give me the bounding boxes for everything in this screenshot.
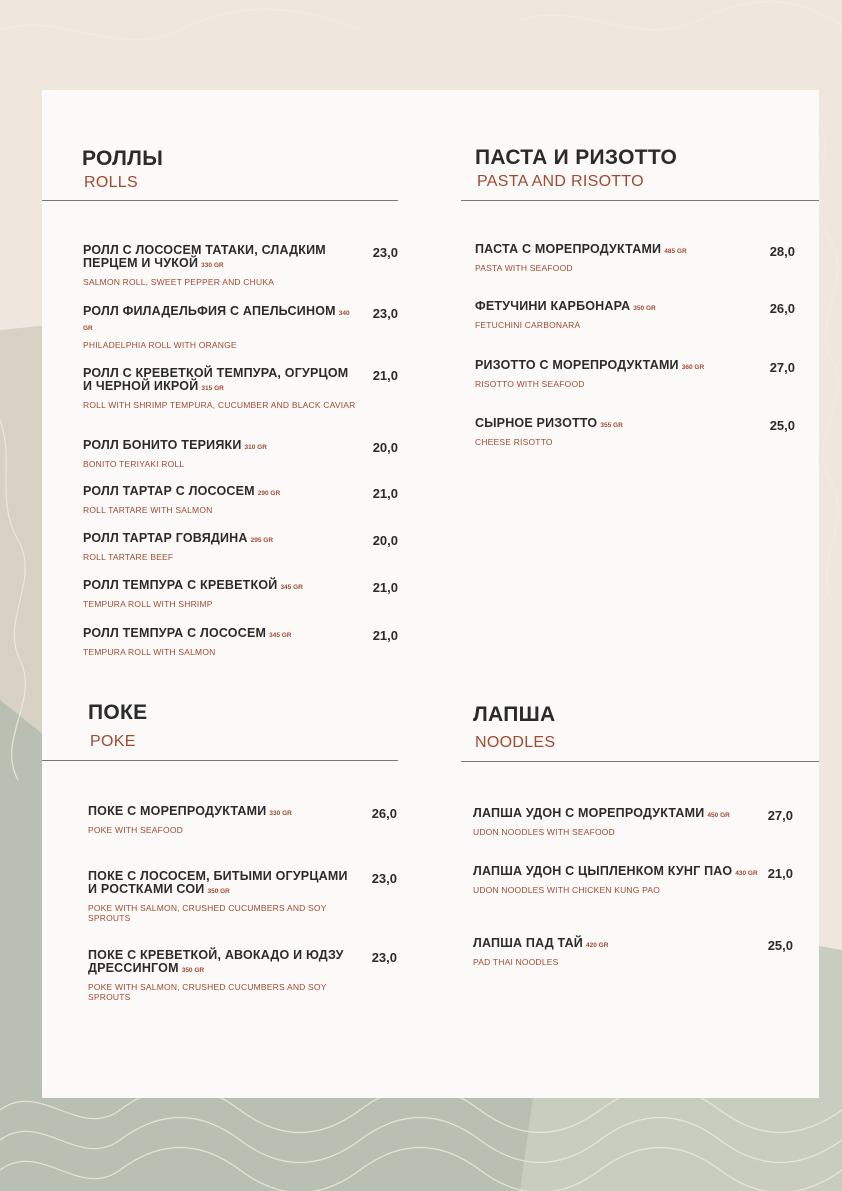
- menu-item-weight: 340 GR: [83, 310, 350, 332]
- menu-item-name-text: РОЛЛ ФИЛАДЕЛЬФИЯ С АПЕЛЬСИНОМ: [83, 304, 336, 318]
- menu-item-price: 20,0: [372, 533, 398, 548]
- menu-item-english: ROLL TARTARE BEEF: [83, 552, 174, 562]
- menu-item-name: [475, 300, 755, 315]
- menu-item-english: POKE WITH SALMON, CRUSHED CUCUMBERS AND SOY SPROUTS: [88, 982, 327, 1002]
- menu-item-english: TEMPURA ROLL WITH SALMON: [83, 647, 216, 657]
- section-subtitle: POKE: [90, 733, 136, 750]
- menu-item-name: [475, 243, 755, 258]
- section-subtitle: PASTA AND RISOTTO: [477, 173, 644, 190]
- menu-item: [88, 870, 356, 923]
- menu-item-name-text: ПОКЕ С МОРЕПРОДУКТАМИ: [88, 804, 267, 818]
- menu-item-name-text: РОЛЛ С ЛОСОСЕМ ТАТАКИ, СЛАДКИМ ПЕРЦЕМ И ЧУКОЙ: [83, 243, 326, 270]
- menu-item-name: [473, 807, 765, 822]
- menu-item: [83, 485, 361, 515]
- menu-item-price: 23,0: [372, 306, 398, 321]
- menu-item: [88, 949, 356, 1002]
- menu-item-name: [473, 865, 765, 880]
- menu-item-weight: 315 GR: [201, 385, 224, 392]
- menu-item: [473, 937, 765, 967]
- section-title: ПОКЕ: [88, 701, 148, 724]
- menu-item-name: [88, 805, 356, 820]
- menu-item-name: [83, 305, 361, 335]
- section-title: РОЛЛЫ: [82, 147, 164, 170]
- menu-item-name: [475, 359, 755, 374]
- menu-item: [83, 579, 361, 609]
- menu-item-price: 25,0: [769, 418, 795, 433]
- menu-item-weight: 330 GR: [269, 810, 292, 817]
- menu-item-weight: 350 GR: [181, 967, 205, 974]
- menu-item-name-text: ПОКЕ С КРЕВЕТКОЙ, АВОКАДО И ЮДЗУ ДРЕССИНГОМ: [88, 948, 344, 975]
- menu-item-price: 21,0: [372, 580, 398, 595]
- menu-item-name: [83, 579, 361, 594]
- section-title: ЛАПША: [473, 703, 556, 726]
- menu-item-weight: 360 GR: [681, 364, 705, 371]
- menu-item-name-text: ЛАПША УДОН С МОРЕПРОДУКТАМИ: [473, 806, 705, 820]
- menu-item: [475, 300, 755, 330]
- menu-item-weight: 350 GR: [633, 305, 656, 312]
- menu-item-price: 23,0: [371, 950, 397, 965]
- menu-item-name-text: СЫРНОЕ РИЗОТТО: [475, 416, 598, 430]
- menu-item-name-text: ФЕТУЧИНИ КАРБОНАРА: [475, 299, 631, 313]
- menu-item-price: 23,0: [372, 245, 398, 260]
- section-divider: [42, 760, 398, 761]
- menu-item-english: UDON NOODLES WITH SEAFOOD: [473, 827, 615, 837]
- menu-item-name-text: РИЗОТТО С МОРЕПРОДУКТАМИ: [475, 358, 679, 372]
- menu-item: [475, 243, 755, 273]
- menu-item-price: 27,0: [769, 360, 795, 375]
- menu-item-price: 23,0: [371, 871, 397, 886]
- menu-item-price: 26,0: [371, 806, 397, 821]
- menu-item-name: [83, 485, 361, 500]
- menu-item-price: 26,0: [769, 301, 795, 316]
- menu-item-weight: 420 GR: [586, 942, 609, 949]
- menu-item-name-text: РОЛЛ ТЕМПУРА С КРЕВЕТКОЙ: [83, 578, 278, 592]
- menu-item-price: 27,0: [767, 808, 793, 823]
- menu-item-name-text: РОЛЛ БОНИТО ТЕРИЯКИ: [83, 438, 242, 452]
- menu-item-weight: 290 GR: [257, 490, 281, 497]
- menu-item-english: RISOTTO WITH SEAFOOD: [475, 379, 585, 389]
- menu-item-name-text: РОЛЛ С КРЕВЕТКОЙ ТЕМПУРА, ОГУРЦОМ И ЧЕРНОЙ ИКРОЙ: [83, 366, 349, 393]
- menu-item: [475, 359, 755, 389]
- menu-item-english: TEMPURA ROLL WITH SHRIMP: [83, 599, 213, 609]
- menu-item-name: [83, 532, 361, 547]
- menu-item-price: 25,0: [767, 938, 793, 953]
- menu-item-english: ROLL TARTARE WITH SALMON: [83, 505, 213, 515]
- section-divider: [461, 200, 819, 201]
- menu-item-weight: 355 GR: [600, 422, 623, 429]
- menu-item-weight: 430 GR: [735, 870, 758, 877]
- menu-item-name: [475, 417, 755, 432]
- section-subtitle: NOODLES: [475, 734, 556, 751]
- section-subtitle: ROLLS: [84, 174, 138, 191]
- menu-item-price: 21,0: [372, 628, 398, 643]
- menu-item-weight: 350 GR: [207, 888, 230, 895]
- menu-item-price: 20,0: [372, 440, 398, 455]
- menu-item-weight: 345 GR: [269, 632, 292, 639]
- menu-item-name: [83, 439, 361, 454]
- section-divider: [461, 761, 819, 762]
- menu-item-name: [83, 627, 361, 642]
- menu-item-weight: 450 GR: [707, 812, 730, 819]
- menu-item: [88, 805, 356, 835]
- menu-item: [83, 244, 361, 287]
- menu-item: [83, 367, 361, 410]
- menu-item-name-text: ЛАПША ПАД ТАЙ: [473, 936, 583, 950]
- menu-item-name-text: РОЛЛ ТЕМПУРА С ЛОСОСЕМ: [83, 626, 267, 640]
- menu-item-name: [473, 937, 765, 952]
- menu-item: [83, 532, 361, 562]
- menu-item-weight: 345 GR: [280, 584, 303, 591]
- menu-item-weight: 295 GR: [250, 537, 274, 544]
- menu-item: [475, 417, 755, 447]
- menu-item-name-text: РОЛЛ ТАРТАР С ЛОСОСЕМ: [83, 484, 255, 498]
- menu-item: [83, 627, 361, 657]
- menu-item: [473, 865, 765, 895]
- section-divider: [42, 200, 398, 201]
- menu-item-name-text: ПАСТА С МОРЕПРОДУКТАМИ: [475, 242, 662, 256]
- section-title: ПАСТА И РИЗОТТО: [475, 146, 678, 169]
- menu-item-price: 21,0: [372, 486, 398, 501]
- menu-item-weight: 310 GR: [244, 444, 267, 451]
- menu-item-name-text: ЛАПША УДОН С ЦЫПЛЕНКОМ КУНГ ПАО: [473, 864, 733, 878]
- menu-item-english: PAD THAI NOODLES: [473, 957, 559, 967]
- menu-item-english: FETUCHINI CARBONARA: [475, 320, 581, 330]
- menu-item-name: [88, 870, 356, 898]
- menu-item-english: POKE WITH SALMON, CRUSHED CUCUMBERS AND SOY SPROUTS: [88, 903, 327, 923]
- menu-item: [83, 439, 361, 469]
- menu-item-name-text: РОЛЛ ТАРТАР ГОВЯДИНА: [83, 531, 248, 545]
- menu-item-english: ROLL WITH SHRIMP TEMPURA, CUCUMBER AND BLACK CAVIAR: [83, 400, 356, 410]
- menu-item-price: 21,0: [767, 866, 793, 881]
- menu-item-english: CHEESE RISOTTO: [475, 437, 553, 447]
- menu-item-name: [88, 949, 356, 977]
- menu-item-price: 28,0: [769, 244, 795, 259]
- menu-item-english: PHILADELPHIA ROLL WITH ORANGE: [83, 340, 237, 350]
- menu-item: [83, 305, 361, 350]
- menu-item-english: POKE WITH SEAFOOD: [88, 825, 184, 835]
- menu-item-english: BONITO TERIYAKI ROLL: [83, 459, 185, 469]
- menu-item-name-text: ПОКЕ С ЛОСОСЕМ, БИТЫМИ ОГУРЦАМИ И РОСТКАМИ СОИ: [88, 869, 348, 896]
- menu-item-price: 21,0: [372, 368, 398, 383]
- menu-item-weight: 330 GR: [201, 262, 224, 269]
- menu-item-english: SALMON ROLL, SWEET PEPPER AND CHUKA: [83, 277, 275, 287]
- menu-item-name: [83, 367, 361, 395]
- menu-item-english: PASTA WITH SEAFOOD: [475, 263, 573, 273]
- menu-item-weight: 485 GR: [664, 248, 687, 255]
- menu-item-name: [83, 244, 361, 272]
- menu-item-english: UDON NOODLES WITH CHICKEN KUNG PAO: [473, 885, 661, 895]
- menu-item: [473, 807, 765, 837]
